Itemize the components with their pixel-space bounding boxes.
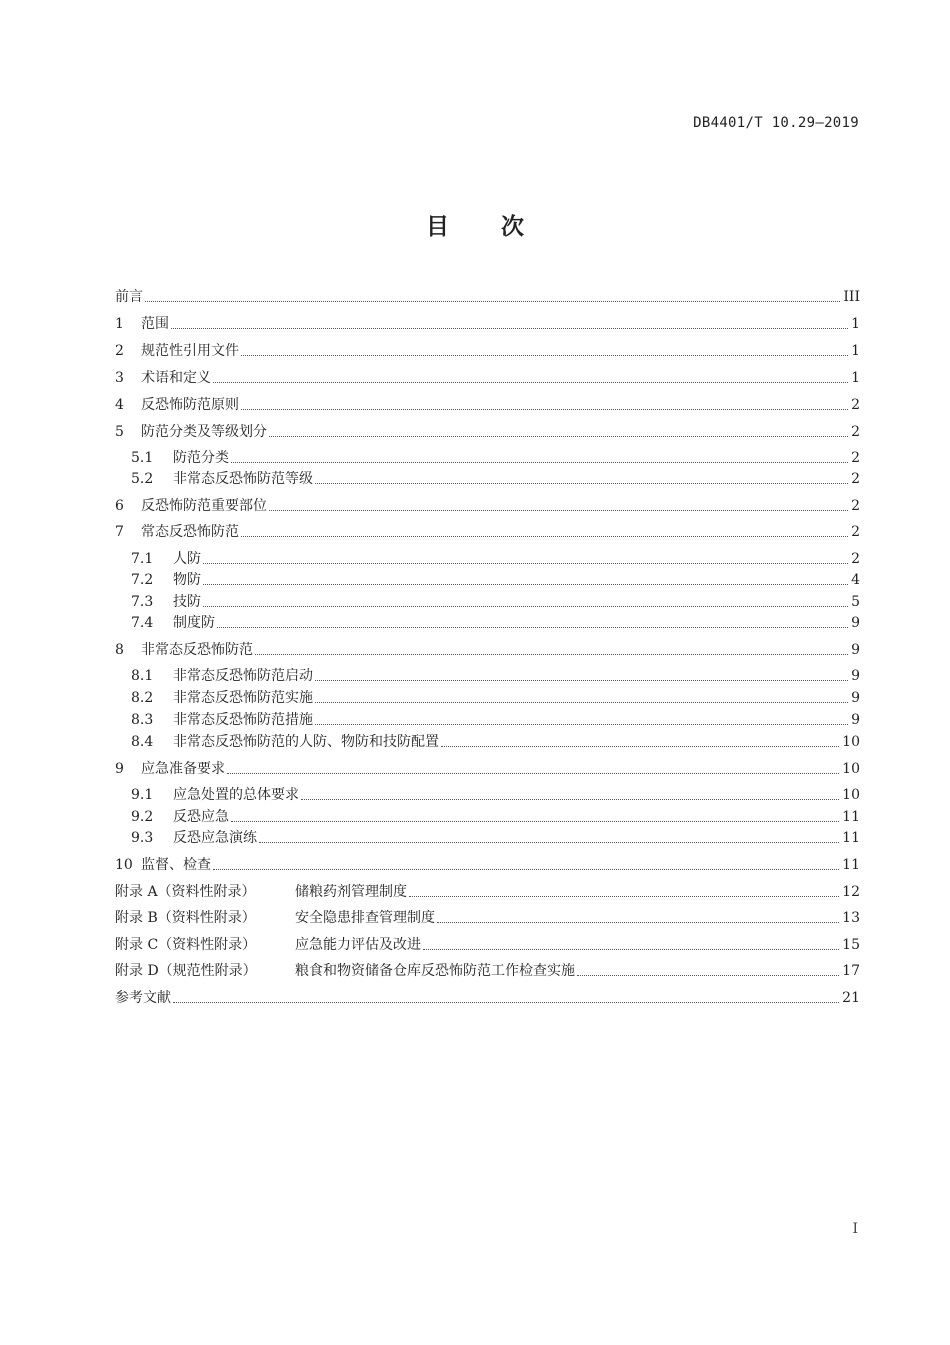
- toc-entry[interactable]: [131, 614, 860, 632]
- dot-leader: [437, 922, 839, 923]
- toc-entry-number: 7.4: [131, 615, 154, 631]
- title-char-1: 目: [426, 214, 449, 240]
- toc-entry-page: 2: [851, 524, 860, 540]
- toc-entry-number: 4: [115, 397, 124, 413]
- toc-entry-page: 11: [842, 809, 860, 825]
- toc-entry-label: 非常态反恐怖防范实施: [173, 690, 313, 706]
- toc-entry-number: 7.1: [131, 551, 154, 567]
- dot-leader: [241, 355, 848, 356]
- toc-entry[interactable]: [115, 396, 860, 414]
- dot-leader: [203, 563, 848, 564]
- toc-entry-label: 反恐怖防范原则: [141, 397, 239, 413]
- toc-entry-label: 防范分类: [173, 450, 229, 466]
- toc-entry-number: 9.2: [131, 809, 154, 825]
- toc-entry[interactable]: [115, 315, 860, 333]
- dot-leader: [269, 510, 848, 511]
- toc-entry-page: 1: [851, 370, 860, 386]
- dot-leader: [145, 301, 840, 302]
- toc-entry-label: 反恐怖防范重要部位: [141, 498, 267, 514]
- toc-entry-page: 9: [851, 642, 860, 658]
- toc-entry-label: 监督、检查: [141, 857, 211, 873]
- toc-entry-page: 10: [842, 787, 860, 803]
- toc-entry-label: 非常态反恐怖防范措施: [173, 712, 313, 728]
- toc-entry[interactable]: [115, 936, 860, 954]
- dot-leader: [269, 436, 848, 437]
- toc-entry[interactable]: [115, 288, 860, 306]
- toc-entry-label: 粮食和物资储备仓库反恐怖防范工作检查实施: [295, 963, 575, 979]
- page-title: [0, 208, 950, 241]
- toc-entry-number: 7: [115, 524, 124, 540]
- toc-entry-number: 8.3: [131, 712, 154, 728]
- dot-leader: [203, 606, 848, 607]
- toc-entry-label: 反恐应急演练: [173, 830, 257, 846]
- toc-entry-label: 非常态反恐怖防范启动: [173, 668, 313, 684]
- toc-entry-label: 前言: [115, 289, 143, 305]
- toc-entry-page: 21: [842, 990, 860, 1006]
- toc-entry[interactable]: [115, 423, 860, 441]
- toc-entry-page: 11: [842, 857, 860, 873]
- toc-entry[interactable]: [115, 523, 860, 541]
- toc-entry-page: 1: [851, 316, 860, 332]
- toc-entry[interactable]: [115, 909, 860, 927]
- toc-entry-label: 范围: [141, 316, 169, 332]
- dot-leader: [231, 821, 839, 822]
- toc-entry-label: 应急处置的总体要求: [173, 787, 299, 803]
- toc-entry[interactable]: [131, 733, 860, 751]
- toc-entry-number: 3: [115, 370, 124, 386]
- toc-entry-page: 1: [851, 343, 860, 359]
- toc-entry[interactable]: [115, 342, 860, 360]
- dot-leader: [301, 799, 839, 800]
- dot-leader: [227, 773, 839, 774]
- toc-entry-page: 2: [851, 397, 860, 413]
- title-char-2: 次: [501, 214, 524, 240]
- dot-leader: [203, 584, 848, 585]
- dot-leader: [255, 654, 848, 655]
- toc-entry-number: 10: [115, 857, 133, 873]
- toc-entry-page: 9: [851, 712, 860, 728]
- dot-leader: [231, 462, 848, 463]
- toc-entry-number: 5: [115, 424, 124, 440]
- toc-entry-label: 非常态反恐怖防范的人防、物防和技防配置: [173, 734, 439, 750]
- toc-entry-label: 防范分类及等级划分: [141, 424, 267, 440]
- toc-entry-number: 5.2: [131, 471, 154, 487]
- toc-entry[interactable]: [131, 667, 860, 685]
- toc-entry-number: 8.4: [131, 734, 154, 750]
- toc-entry-page: 4: [851, 572, 860, 588]
- dot-leader: [315, 702, 848, 703]
- toc-entry-page: 10: [842, 761, 860, 777]
- toc-entry-label: 物防: [173, 572, 201, 588]
- toc-entry-page: 2: [851, 424, 860, 440]
- toc-entry-label: 安全隐患排查管理制度: [295, 910, 435, 926]
- toc-entry-page: 2: [851, 471, 860, 487]
- toc-entry-label: 反恐应急: [173, 809, 229, 825]
- dot-leader: [315, 483, 848, 484]
- toc-entry-page: 2: [851, 551, 860, 567]
- toc-entry-label: 非常态反恐怖防范: [141, 642, 253, 658]
- toc-entry-page: 11: [842, 830, 860, 846]
- dot-leader: [409, 896, 839, 897]
- toc-entry-number: 2: [115, 343, 124, 359]
- toc-entry-page: III: [843, 289, 860, 305]
- toc-entry-number: 6: [115, 498, 124, 514]
- toc-entry[interactable]: [115, 369, 860, 387]
- toc-entry-number: 附录 C（资料性附录）: [115, 937, 257, 953]
- dot-leader: [315, 724, 848, 725]
- dot-leader: [241, 536, 848, 537]
- toc-entry[interactable]: [131, 786, 860, 804]
- page-number: I: [852, 1221, 858, 1237]
- toc-entry[interactable]: [131, 808, 860, 826]
- toc-entry-number: 9: [115, 761, 124, 777]
- toc-entry-label: 规范性引用文件: [141, 343, 239, 359]
- toc-entry-label: 人防: [173, 551, 201, 567]
- toc-entry-number: 7.2: [131, 572, 154, 588]
- toc-entry[interactable]: [131, 449, 860, 467]
- toc-entry-page: 15: [842, 937, 860, 953]
- toc-entry[interactable]: [115, 641, 860, 659]
- toc-entry-page: 2: [851, 450, 860, 466]
- toc-entry-number: 9.1: [131, 787, 154, 803]
- document-code: DB4401/T 10.29—2019: [693, 115, 859, 131]
- toc-entry[interactable]: [131, 571, 860, 589]
- toc-entry-number: 7.3: [131, 594, 154, 610]
- toc-entry-label: 储粮药剂管理制度: [295, 884, 407, 900]
- toc-entry-page: 9: [851, 615, 860, 631]
- toc-entry[interactable]: [131, 593, 860, 611]
- dot-leader: [441, 746, 839, 747]
- toc-entry[interactable]: [131, 829, 860, 847]
- dot-leader: [213, 869, 839, 870]
- toc-entry-page: 2: [851, 498, 860, 514]
- toc-entry[interactable]: [115, 497, 860, 515]
- toc-entry[interactable]: [131, 550, 860, 568]
- toc-entry-number: 1: [115, 316, 124, 332]
- toc-entry-label: 参考文献: [115, 990, 171, 1006]
- toc-entry-number: 9.3: [131, 830, 154, 846]
- toc-entry-label: 技防: [173, 594, 201, 610]
- toc-entry-number: 附录 A（资料性附录）: [115, 884, 256, 900]
- dot-leader: [577, 975, 839, 976]
- toc-entry-page: 5: [851, 594, 860, 610]
- toc-entry[interactable]: [131, 689, 860, 707]
- toc-entry-number: 8.1: [131, 668, 154, 684]
- dot-leader: [213, 382, 848, 383]
- toc-entry-page: 9: [851, 690, 860, 706]
- toc-entry-label: 常态反恐怖防范: [141, 524, 239, 540]
- toc-entry-number: 5.1: [131, 450, 154, 466]
- toc-entry[interactable]: [115, 856, 860, 874]
- toc-entry-number: 8: [115, 642, 124, 658]
- dot-leader: [423, 949, 839, 950]
- toc-entry-page: 12: [842, 884, 860, 900]
- toc-entry[interactable]: [131, 711, 860, 729]
- toc-entry-label: 术语和定义: [141, 370, 211, 386]
- toc-entry-label: 应急准备要求: [141, 761, 225, 777]
- toc-entry-page: 9: [851, 668, 860, 684]
- dot-leader: [217, 627, 848, 628]
- dot-leader: [259, 842, 839, 843]
- dot-leader: [171, 328, 848, 329]
- toc-entry-number: 8.2: [131, 690, 154, 706]
- toc-entry-label: 制度防: [173, 615, 215, 631]
- toc-entry[interactable]: [115, 760, 860, 778]
- toc-entry[interactable]: [131, 470, 860, 488]
- dot-leader: [173, 1002, 839, 1003]
- dot-leader: [241, 409, 848, 410]
- dot-leader: [315, 680, 848, 681]
- toc-entry-page: 10: [842, 734, 860, 750]
- toc-entry-label: 非常态反恐怖防范等级: [173, 471, 313, 487]
- toc-entry[interactable]: [115, 962, 860, 980]
- toc-entry-number: 附录 D（规范性附录）: [115, 963, 257, 979]
- toc-entry-label: 应急能力评估及改进: [295, 937, 421, 953]
- toc-entry-page: 17: [842, 963, 860, 979]
- toc-entry[interactable]: [115, 989, 860, 1007]
- toc-entry-number: 附录 B（资料性附录）: [115, 910, 256, 926]
- toc-entry-page: 13: [842, 910, 860, 926]
- toc-entry[interactable]: [115, 883, 860, 901]
